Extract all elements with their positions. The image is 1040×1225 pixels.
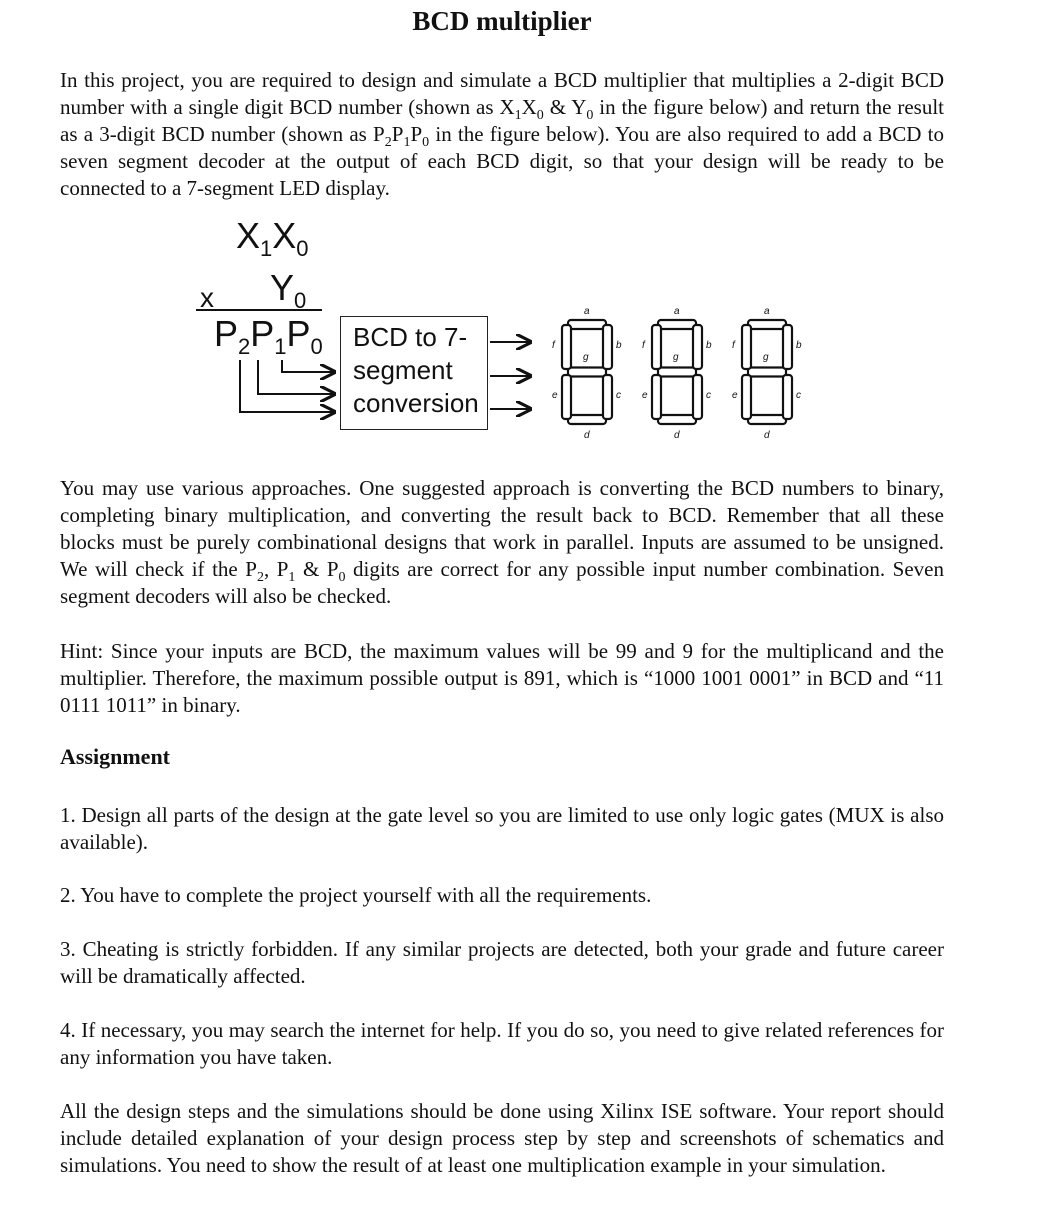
assignment-item-1: 1. Design all parts of the design at the gate level so you are limited to use only logic gates (MUX is also available). — [60, 803, 944, 854]
segment-label-a-digit-2: a — [674, 306, 680, 317]
segment-label-d-digit-1: d — [584, 430, 590, 441]
segment-label-b-digit-3: b — [796, 340, 802, 351]
segment-b-digit-1 — [603, 325, 612, 369]
segment-f-digit-3 — [742, 325, 751, 369]
box-line-2: segment — [353, 355, 453, 385]
assignment-item-4: 4. If necessary, you may search the internet for help. If you do so, you need to give related references for any information you have taken. — [60, 1018, 944, 1069]
segment-g-digit-3 — [748, 368, 786, 377]
intro-paragraph: In this project, you are required to design and simulate a BCD multiplier that multiplies a 2-digit BCD number with a single digit BCD number (shown as $X_1X_0$ & $Y_0$ in the figure below) and return the result as a 3-digit BCD number (shown as $P_2P_1P_0$ in the figure below). You are also required to add a BCD to seven segment decoder at the output of each BCD digit, so that your design will be ready to be connected to a 7-segment LED display. — [60, 68, 944, 200]
segment-c-digit-3 — [783, 375, 792, 419]
segment-e-digit-1 — [562, 375, 571, 419]
box-line-3: conversion — [353, 388, 479, 418]
multiply-operator: x — [200, 282, 214, 313]
segment-label-g-digit-2: g — [673, 352, 679, 363]
figure-lines — [190, 212, 850, 452]
segment-c-digit-2 — [693, 375, 702, 419]
segment-a-digit-2 — [658, 320, 696, 329]
segment-b-digit-2 — [693, 325, 702, 369]
segment-label-e-digit-3: e — [732, 390, 738, 401]
segment-label-b-digit-1: b — [616, 340, 622, 351]
segment-a-digit-3 — [748, 320, 786, 329]
segment-label-e-digit-1: e — [552, 390, 558, 401]
wire-p0 — [282, 360, 334, 372]
segment-label-a-digit-1: a — [584, 306, 590, 317]
box-line-1: BCD to 7- — [353, 322, 468, 352]
segment-d-digit-2 — [658, 415, 696, 424]
segment-g-digit-2 — [658, 368, 696, 377]
segment-label-d-digit-2: d — [674, 430, 680, 441]
segment-c-digit-1 — [603, 375, 612, 419]
segment-label-g-digit-1: g — [583, 352, 589, 363]
segment-label-f-digit-1: f — [552, 340, 555, 351]
product-label: $P_2P_1P_0$ — [214, 313, 323, 360]
assignment-item-2: 2. You have to complete the project yourself with all the requirements. — [60, 883, 652, 907]
segment-b-digit-3 — [783, 325, 792, 369]
closing-paragraph: All the design steps and the simulations should be done using Xilinx ISE software. Your report should include detailed explanation of your design process step by step and screenshots of schematics and simulations. You need to show the result of at least one multiplication example in your simulation. — [60, 1099, 944, 1177]
multiplicand-label: $X_1X_0$ — [236, 215, 309, 262]
segment-f-digit-2 — [652, 325, 661, 369]
segment-e-digit-3 — [742, 375, 751, 419]
segment-label-g-digit-3: g — [763, 352, 769, 363]
hint-paragraph: Hint: Since your inputs are BCD, the maximum values will be 99 and 9 for the multiplicand and the multiplier. Therefore, the maximum possible output is 891, which is “1000 1001 0001” in BCD and “11 0111 1011” in binary. — [60, 639, 944, 717]
wire-p1-a — [258, 360, 334, 394]
segment-label-f-digit-2: f — [642, 340, 645, 351]
segment-d-digit-3 — [748, 415, 786, 424]
seven-segment-displays — [552, 306, 802, 441]
segment-g-digit-1 — [568, 368, 606, 377]
segment-label-f-digit-3: f — [732, 340, 735, 351]
segment-label-a-digit-3: a — [764, 306, 770, 317]
segment-a-digit-1 — [568, 320, 606, 329]
segment-label-c-digit-3: c — [796, 390, 801, 401]
segment-label-c-digit-2: c — [706, 390, 711, 401]
wire-p2 — [240, 360, 334, 412]
multiplier-label: $Y_0$ — [270, 267, 307, 314]
segment-label-e-digit-2: e — [642, 390, 648, 401]
segment-label-d-digit-3: d — [764, 430, 770, 441]
segment-f-digit-1 — [562, 325, 571, 369]
approach-paragraph: You may use various approaches. One suggested approach is converting the BCD numbers to binary, completing binary multiplication, and converting the result back to BCD. Remember that all these blocks must be purely combinational designs that work in parallel. Inputs are assumed to be unsigned. We will check if the $P_2$, $P_1$ & $P_0$ digits are correct for any possible input number combination. Seven segment decoders will also be checked. — [60, 476, 944, 608]
segment-label-c-digit-1: c — [616, 390, 621, 401]
segment-label-b-digit-2: b — [706, 340, 712, 351]
assignment-item-3: 3. Cheating is strictly forbidden. If any similar projects are detected, both your grade and future career will be dramatically affected. — [60, 937, 944, 988]
bcd-multiplier-figure — [190, 212, 850, 452]
assignment-heading: Assignment — [60, 744, 171, 769]
page-title: BCD multiplier — [412, 6, 592, 36]
segment-d-digit-1 — [568, 415, 606, 424]
segment-e-digit-2 — [652, 375, 661, 419]
